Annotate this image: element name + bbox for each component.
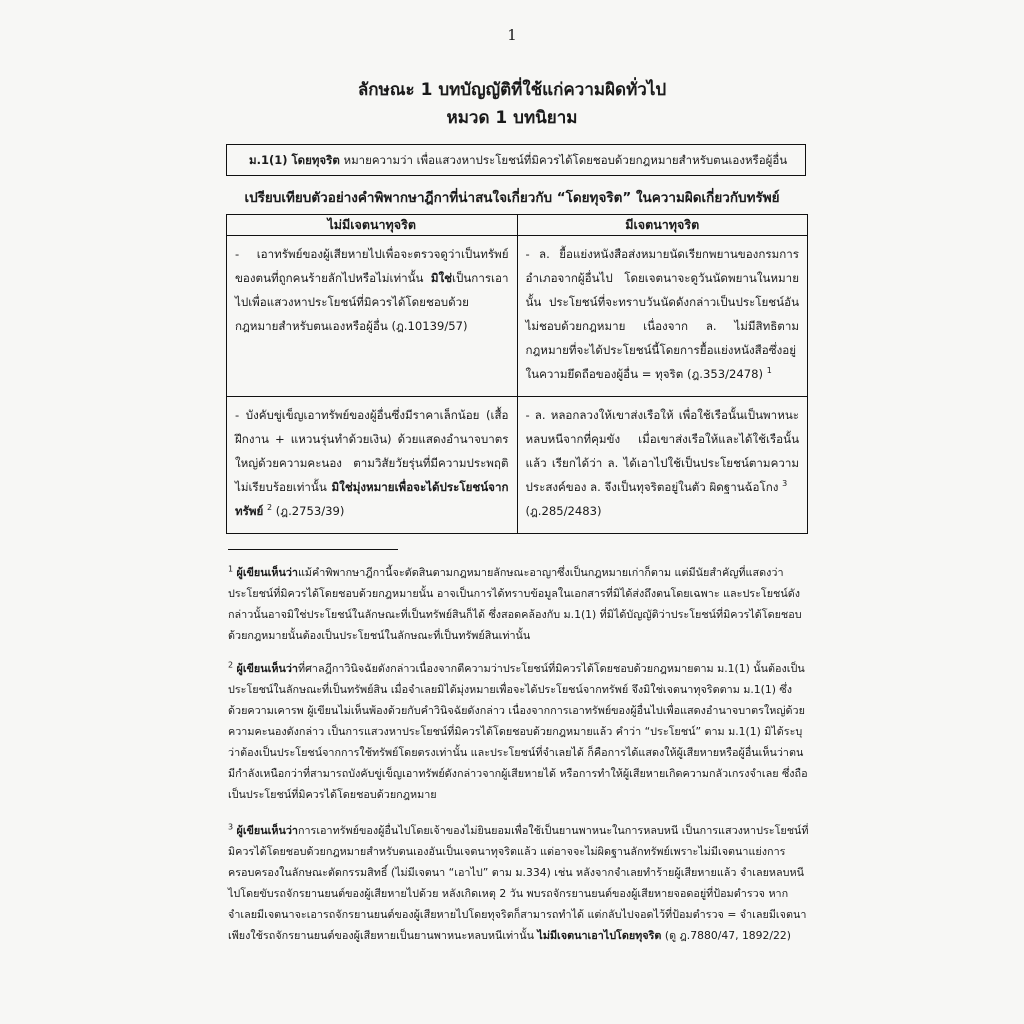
definition-box [226, 144, 806, 176]
footnote-divider [228, 549, 398, 550]
table-row [227, 236, 808, 397]
footnote-2: $^2$ ผู้เขียนเห็นว่าที่ศาลฎีกาวินิจฉัยดังกล่าวเนื่องจากตีความว่าประโยชน์ที่มิควรได้โดยชอบด้วยกฎหมายตาม ม.1(1) นั้นต้องเป็นประโยชน์ในลักษณะที่เป็นทรัพย์สิน เมื่อจำเลยมิได้มุ่งหมายเพื่อจะได้ประโยชน์จากทรัพย์ จึงมิใช่เจตนาทุจริตตาม ม.1(1) ซึ่งด้วยความเคารพ ผู้เขียนไม่เห็นพ้องด้วยกับคำวินิจฉัยดังกล่าว เนื่องจากการเอาทรัพย์ของผู้อื่นไปเพื่อแสดงอำนาจบาตรใหญ่ด้วยความคะนองดังกล่าว เป็นการแสวงหาประโยชน์ที่มิควรได้โดยชอบด้วยกฎหมายแล้ว คำว่า “ประโยชน์” ตาม ม.1(1) มิได้ระบุว่าต้องเป็นประโยชน์จากการใช้ทรัพย์โดยตรงเท่านั้น และประโยชน์ที่จำเลยได้ ก็คือการได้แสดงให้ผู้เสียหายหรือผู้อื่นเห็นว่าตนมีกำลังเหนือกว่าที่สามารถบังคับขู่เข็ญเอาทรัพย์ดังกล่าวจากผู้เสียหายได้ หรือการทำให้ผู้เสียหายเกิดความกลัวเกรงจำเลย ซึ่งถือเป็นประโยชน์ที่มิควรได้โดยชอบด้วยกฎหมาย [228, 660, 808, 801]
definition-term: ม.1(1) โดยทุจริต [249, 153, 340, 167]
row1-left-cell: - เอาทรัพย์ของผู้เสียหายไปเพื่อจะตรวจดูว่าเป็นทรัพย์ของตนที่ถูกคนร้ายลักไปหรือไม่เท่านั้น มิใช่เป็นการเอาไปเพื่อแสวงหาประโยชน์ที่มิควรได้โดยชอบด้วยกฎหมายสำหรับตนเองหรือผู้อื่น (ฎ.10139/57) [227, 236, 518, 397]
page-number: 1 [507, 26, 517, 44]
footnote-1: $^1$ ผู้เขียนเห็นว่าแม้คำพิพากษาฎีกานี้จะตัดสินตามกฎหมายลักษณะอาญาซึ่งเป็นกฎหมายเก่าก็ตาม แต่มีนัยสำคัญที่แสดงว่าประโยชน์ที่มิควรได้โดยชอบด้วยกฎหมายนั้น อาจเป็นการได้ทราบข้อมูลในเอกสารที่มิได้ส่งถึงตนโดยเฉพาะ และประโยชน์ดังกล่าวนั้นอาจมิใช่ประโยชน์ในลักษณะที่เป็นทรัพย์สินก็ได้ ซึ่งสอดคล้องกับ ม.1(1) ที่มิได้บัญญัติว่าประโยชน์ที่มิควรได้โดยชอบด้วยกฎหมายนั้นต้องเป็นประโยชน์ในลักษณะที่เป็นทรัพย์สินเท่านั้น [228, 564, 802, 642]
row2-right-cell: - ล. หลอกลวงให้เขาส่งเรือให้ เพื่อใช้เรือนั้นเป็นพาหนะหลบหนีจากที่คุมขัง เมื่อเขาส่งเรือให้และได้ใช้เรือนั้นแล้ว เรียกได้ว่า ล. ได้เอาไปใช้เป็นประโยชน์ตามความประสงค์ของ ล. จึงเป็นทุจริตอยู่ในตัว ผิดฐานฉ้อโกง $^3$ (ฎ.285/2483) [517, 397, 808, 534]
footnote-ref: 3 [782, 479, 788, 489]
definition-text: หมายความว่า เพื่อแสวงหาประโยชน์ที่มิควรได้โดยชอบด้วยกฎหมายสำหรับตนเองหรือผู้อื่น [339, 153, 788, 167]
comparison-title: เปรียบเทียบตัวอย่างคำพิพากษาฎีกาที่น่าสนใจเกี่ยวกับ “โดยทุจริต” ในความผิดเกี่ยวกับทรัพย์ [244, 190, 780, 206]
comparison-table [226, 214, 808, 534]
footnote-3: $^3$ ผู้เขียนเห็นว่าการเอาทรัพย์ของผู้อื่นไปโดยเจ้าของไม่ยินยอมเพื่อใช้เป็นยานพาหนะในการหลบหนี เป็นการแสวงหาประโยชน์ที่มิควรได้โดยชอบด้วยกฎหมายสำหรับตนเองอันเป็นเจตนาทุจริตแล้ว แต่อาจจะไม่ผิดฐานลักทรัพย์เพราะไม่มีเจตนาแย่งการครอบครองในลักษณะตัดกรรมสิทธิ์ (ไม่มีเจตนา “เอาไป” ตาม ม.334) เช่น หลังจากจำเลยทำร้ายผู้เสียหายแล้ว จำเลยหลบหนีไปโดยขับรถจักรยานยนต์ของผู้เสียหายไปด้วย หลังเกิดเหตุ 2 วัน พบรถจักรยานยนต์ของผู้เสียหายจอดอยู่ที่ป้อมตำรวจ หากจำเลยมีเจตนาจะเอารถจักรยานยนต์ของผู้เสียหายไปโดยทุจริตก็สามารถทำได้ แต่กลับไปจอดไว้ที่ป้อมตำรวจ = จำเลยมีเจตนาเพียงใช้รถจักรยานยนต์ของผู้เสียหายเป็นยานพาหนะหลบหนีเท่านั้น ไม่มีเจตนาเอาไปโดยทุจริต (ดู ฎ.7880/47, 1892/22) [228, 822, 809, 942]
page-title: ลักษณะ 1 บทบัญญัติที่ใช้แก่ความผิดทั่วไป [357, 80, 667, 100]
chapter-title: หมวด 1 บทนิยาม [446, 108, 578, 128]
table-row [227, 397, 808, 534]
header-no-dishonest-intent: ไม่มีเจตนาทุจริต [227, 215, 518, 236]
row1-right-cell: - ล. ยื้อแย่งหนังสือส่งหมายนัดเรียกพยานของกรมการอำเภอจากผู้อื่นไป โดยเจตนาจะดูวันนัดพยานในหมายนั้น ประโยชน์ที่จะทราบวันนัดดังกล่าวเป็นประโยชน์อันไม่ชอบด้วยกฎหมาย เนื่องจาก ล. ไม่มีสิทธิตามกฎหมายที่จะได้ประโยชน์นี้โดยการยื้อแย่งหนังสือซึ่งอยู่ในความยึดถือของผู้อื่น = ทุจริต (ฎ.353/2478) $^1$ [517, 236, 808, 397]
footnote-ref: 1 [766, 366, 772, 376]
row2-left-cell: - บังคับขู่เข็ญเอาทรัพย์ของผู้อื่นซึ่งมีราคาเล็กน้อย (เสื้อฝึกงาน + แหวนรุ่นทำด้วยเงิน) ด้วยแสดงอำนาจบาตรใหญ่ด้วยความคะนอง ตามวิสัยวัยรุ่นที่มีความประพฤติไม่เรียบร้อยเท่านั้น มิใช่มุ่งหมายเพื่อจะได้ประโยชน์จากทรัพย์ $^2$ (ฎ.2753/39) [227, 397, 518, 534]
table-header-row [227, 215, 808, 236]
footnote-ref: 2 [267, 503, 273, 513]
header-dishonest-intent: มีเจตนาทุจริต [517, 215, 808, 236]
